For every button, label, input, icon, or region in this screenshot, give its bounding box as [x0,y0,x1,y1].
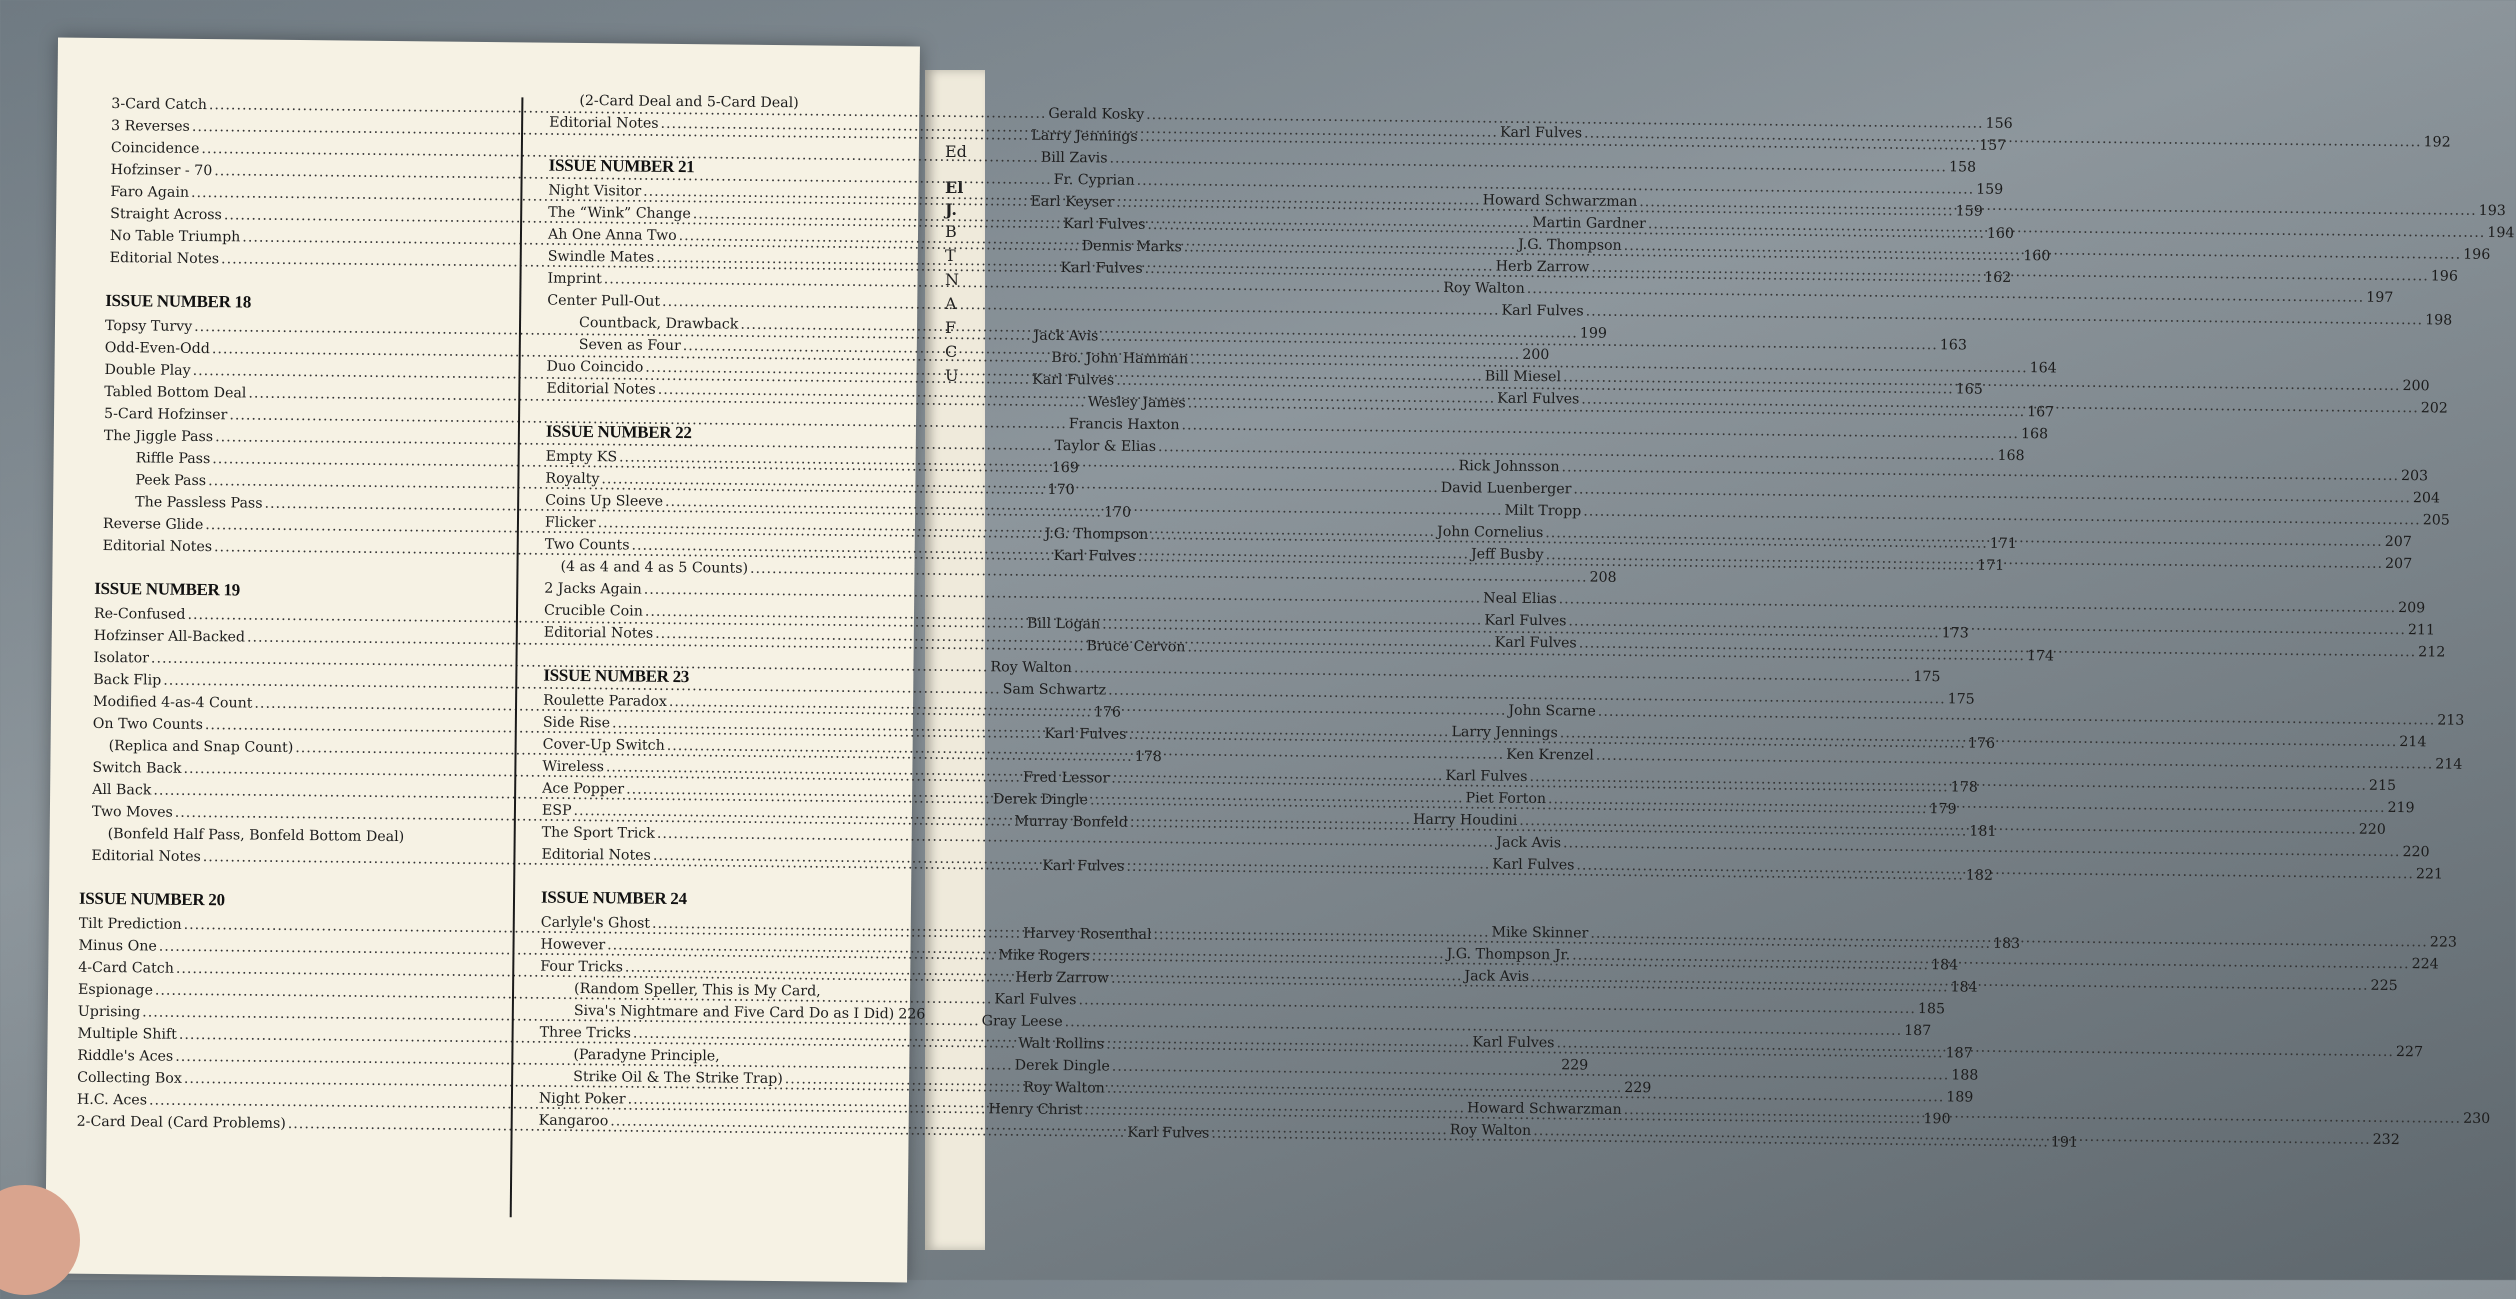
toc-entry: Four Tricks ..... Jack Avis ..... 225 [540,956,892,982]
toc-entry: 4-Card Catch ..... Herb Zarrow ..... 184 [78,957,508,984]
edge-fragment: J. [945,200,957,219]
toc-entry: However ..... J.G. Thompson Jr. ..... 224 [540,934,892,960]
toc-entry: H.C. Aces ..... Henry Christ ..... 190 [77,1089,507,1116]
toc-entry: On Two Counts ..... Karl Fulves ..... 176 [93,713,511,739]
toc-entry: Wireless ..... Karl Fulves ..... 215 [542,756,894,782]
toc-entry: Double Play ..... Karl Fulves ..... 165 [104,359,514,385]
toc-entry: 2 Jacks Again ..... Neal Elias ..... 209 [544,578,896,604]
toc-entry: Collecting Box ..... Roy Walton ..... 189 [77,1067,507,1094]
toc-entry: Swindle Mates ..... Herb Zarrow ..... 196 [548,246,900,272]
toc-subentry: Riffle Pass ..... 169 [104,447,514,473]
toc-entry: Minus One ..... Mike Rogers ..... 184 [78,935,508,962]
toc-subentry: Countback, Drawback ..... 199 [547,312,899,338]
toc-entry: Uprising ..... Gray Leese ..... 187 [78,1001,508,1028]
issue-heading: ISSUE NUMBER 24 [540,887,687,909]
toc-entry: 5-Card Hofzinser ..... Francis Haxton ..... 168 [104,403,514,429]
toc-entry: Night Visitor ..... Howard Schwarzman ..... 193 [548,180,900,206]
toc-entry: Modified 4-as-4 Count ..... 176 [93,691,511,717]
toc-entry: Back Flip ..... Sam Schwartz ..... 175 [93,669,511,695]
toc-entry: Carlyle's Ghost ..... Mike Skinner ..... 223 [541,912,893,938]
toc-subentry: Strike Oil & The Strike Trap) ..... 229 [539,1066,891,1092]
toc-entry: Cover-Up Switch ..... Ken Krenzel ..... 214 [543,734,895,760]
toc-entry: Faro Again ..... Earl Keyser ..... 159 [86,181,516,208]
toc-subentry: (Paradyne Principle, 229 [573,1046,1589,1074]
toc-entry: Center Pull-Out ..... Karl Fulves ..... 198 [547,290,899,316]
toc-entry: Royalty ..... David Luenberger ..... 204 [545,468,897,494]
toc-entry: Crucible Coin ..... Karl Fulves ..... 211 [544,600,896,626]
toc-entry: Editorial Notes ..... Karl Fulves ..... 212 [544,622,896,648]
toc-entry: All Back ..... Derek Dingle ..... 179 [92,779,510,805]
toc-subentry: Peek Pass ..... 170 [103,469,513,495]
edge-fragment: C [945,342,958,361]
toc-subentry: (Replica and Snap Count) ..... 178 [92,735,510,761]
toc-entry: Flicker ..... John Cornelius ..... 207 [545,512,897,538]
toc-entry: Editorial Notes ..... Karl Fulves ..... 171 [103,535,513,561]
toc-entry: Two Counts ..... Jeff Busby ..... 207 [545,534,897,560]
toc-entry: Odd-Even-Odd ..... Bro. John Hamman ..... 164 [105,337,515,363]
toc-entry: Side Rise ..... Larry Jennings ..... 214 [543,712,895,738]
toc-entry: 3-Card Catch ..... Gerald Kosky ..... 156 [87,93,517,120]
toc-entry: Three Tricks ..... Karl Fulves ..... 227 [540,1022,892,1048]
toc-entry: The Sport Trick ..... Jack Avis ..... 220 [542,822,894,848]
toc-entry: Roulette Paradox ..... John Scarne ..... 213 [543,690,895,716]
toc-subentry: (4 as 4 and 4 as 5 Counts) ..... 208 [544,556,896,582]
toc-entry: Switch Back ..... Fred Lessor ..... 178 [92,757,510,783]
issue-heading: ISSUE NUMBER 19 [94,578,241,600]
toc-entry: Multiple Shift ..... Walt Rollins ..... 187 [77,1023,507,1050]
toc-entry: Editorial Notes ..... Karl Fulves ..... 221 [541,844,893,870]
toc-note: (Bonfeld Half Pass, Bonfeld Bottom Deal) [107,826,405,846]
toc-entry: Reverse Glide ..... J.G. Thompson ..... 171 [103,513,513,539]
toc-entry: Ace Popper ..... Piet Forton ..... 219 [542,778,894,804]
toc-entry: 2-Card Deal (Card Problems) ..... Karl Fulves ..... 191 [77,1111,507,1138]
toc-entry: Imprint ..... Roy Walton ..... 197 [547,268,899,294]
toc-entry: Ah One Anna Two ..... J.G. Thompson ..... 196 [548,224,900,250]
toc-entry: The “Wink” Change ..... Martin Gardner ..... 194 [548,202,900,228]
toc-entry: Kangaroo ..... Roy Walton ..... 232 [539,1110,891,1136]
edge-fragment: Ed [945,142,967,161]
toc-entry: Hofzinser - 70 ..... Fr. Cyprian ..... 159 [87,159,517,186]
toc-subentry: The Passless Pass ..... 170 [103,491,513,517]
toc-entry: Duo Coincido ..... Bill Miesel ..... 200 [546,356,898,382]
toc-entry: Espionage ..... Karl Fulves ..... 185 [78,979,508,1006]
book-page [45,37,2515,1282]
toc-entry: Editorial Notes ..... Karl Fulves ..... 202 [546,378,898,404]
toc-entry: Tilt Prediction ..... Harvey Rosenthal ..... 183 [79,913,509,940]
issue-heading: ISSUE NUMBER 22 [545,421,692,443]
toc-note: (2-Card Deal and 5-Card Deal) [579,92,799,112]
edge-fragment: N [945,270,959,289]
toc-entry: Empty KS ..... Rick Johnsson ..... 203 [546,446,898,472]
toc-entry: Topsy Turvy ..... Jack Avis ..... 163 [105,315,515,341]
toc-entry: Coins Up Sleeve ..... Milt Tropp ..... 205 [545,490,897,516]
issue-heading: ISSUE NUMBER 20 [78,888,225,910]
toc-entry: Hofzinser All-Backed ..... Bruce Cervon ..... 174 [94,625,512,651]
toc-entry: Riddle's Aces ..... Derek Dingle ..... 188 [77,1045,507,1072]
edge-fragment: T [945,246,956,265]
toc-subentry: Seven as Four ..... 200 [547,334,899,360]
toc-entry: Isolator ..... Roy Walton ..... 175 [93,647,511,673]
edge-fragment: A [945,294,957,313]
toc-entry: 3 Reverses ..... Larry Jennings ..... 157 [87,115,517,142]
issue-heading: ISSUE NUMBER 23 [543,665,690,687]
edge-fragment: B [945,222,957,241]
toc-entry: ESP ..... Harry Houdini ..... 220 [542,800,894,826]
toc-entry: No Table Triumph ..... Dennis Marks ..... 160 [86,225,516,252]
edge-fragment: F [945,318,957,337]
toc-subentry: Siva's Nightmare and Five Card Do as I Did) ..... 226 [540,1000,892,1026]
edge-fragment: El [945,178,964,197]
toc-entry: Editorial Notes ..... Karl Fulves ..... 162 [86,247,516,274]
toc-entry: Coincidence ..... Bill Zavis ..... 158 [87,137,517,164]
issue-heading: ISSUE NUMBER 21 [548,155,695,177]
toc-entry: Straight Across ..... Karl Fulves ..... 160 [86,203,516,230]
toc-entry: Tabled Bottom Deal ..... Wesley James ..... 167 [104,381,514,407]
toc-entry: Editorial Notes ..... Karl Fulves ..... 192 [549,112,901,138]
toc-entry: Night Poker ..... Howard Schwarzman ..... 230 [539,1088,891,1114]
toc-entry: Editorial Notes ..... Karl Fulves ..... 182 [91,845,509,871]
issue-heading: ISSUE NUMBER 18 [105,290,252,312]
toc-entry: Two Moves ..... Murray Bonfeld ..... 181 [92,801,510,827]
edge-fragment: U [945,366,959,385]
toc-entry: Re-Confused ..... Bill Logan ..... 173 [94,603,512,629]
toc-entry: The Jiggle Pass ..... Taylor & Elias ..... 168 [104,425,514,451]
toc-note: (Random Speller, This is My Card, [574,980,821,1000]
